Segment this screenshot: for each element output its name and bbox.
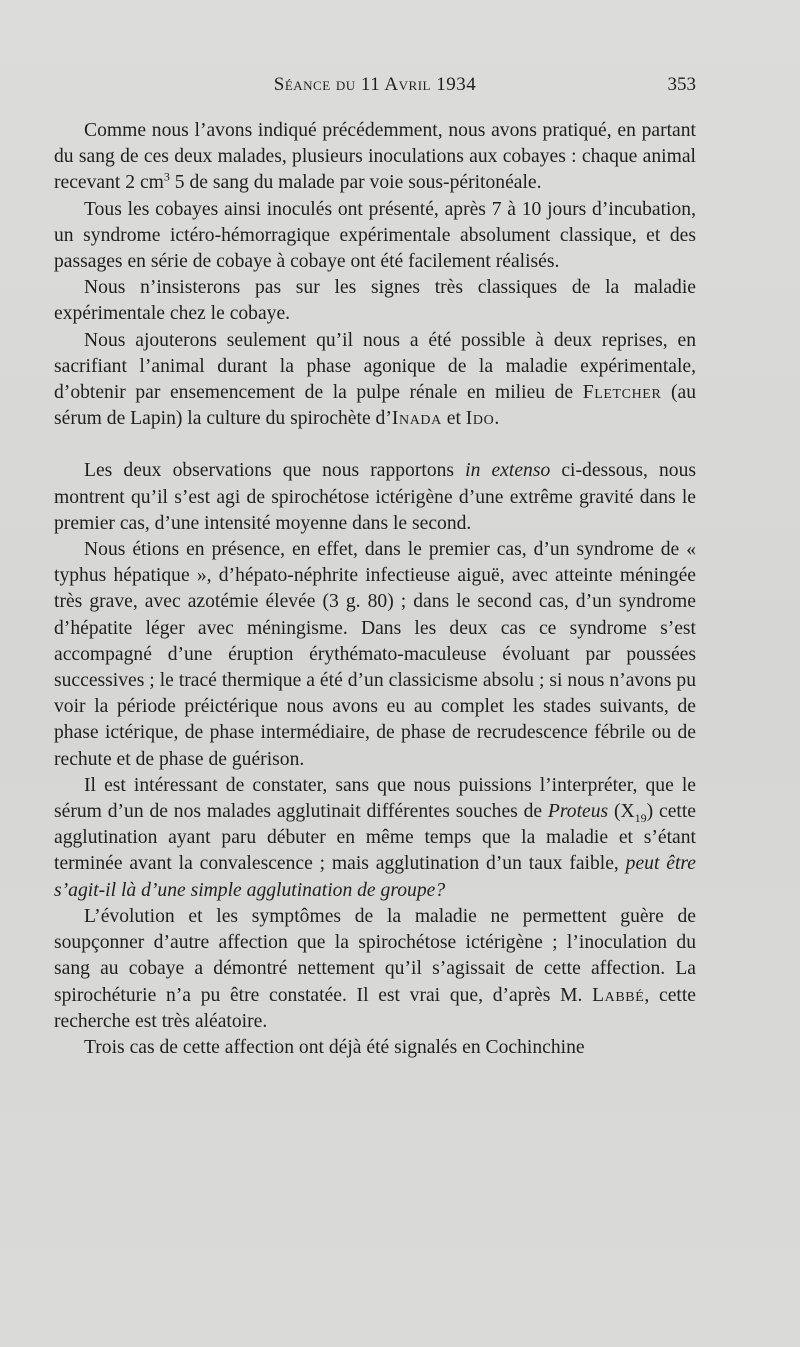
paragraph-1: [54, 118, 696, 197]
paragraph-2: Tous les cobayes ainsi inoculés ont présenté, après 7 à 10 jours d’incubation, un syndrome ictéro-hémorragique expérimentale absolument classique, et des passages en série de cobaye à cobaye ont été facilement réalisés.: [54, 198, 696, 273]
body-text: [54, 118, 696, 1061]
italic-question: peut être s’agit-il là d’une simple agglutination de groupe?: [54, 853, 696, 901]
paragraph-5: [54, 458, 696, 537]
italic-in-extenso: in extenso: [465, 460, 551, 482]
paragraph-8-text-a: L’évolution et les symptômes de la maladie ne permettent guère de soupçonner d’autre affection que la spirochétose ictérigène ; l’inoculation du sang au cobaye a démontré nettement qu’il s’agissait de cette affection. La spirochéturie n’a pu être constatée. Il est vrai que, d’après M.: [54, 905, 696, 1006]
paragraph-5-text-b: ci-dessous, nous montrent qu’il s’est agi de spirochétose ictérigène d’une extrême gravité dans le premier cas, d’une intensité moyenne dans le second.: [54, 460, 696, 534]
page-number: 353: [667, 74, 696, 95]
paragraph-8: [54, 904, 696, 1035]
author-ido: Ido: [465, 408, 495, 430]
paragraph-1-text-b: 5 de sang du malade par voie sous-péritonéale.: [169, 172, 542, 194]
italic-proteus: Proteus: [547, 801, 609, 823]
paragraph-9: Trois cas de cette affection ont déjà été signalés en Cochinchine: [84, 1036, 585, 1058]
paragraph-5-text-a: Les deux observations que nous rapportons: [84, 460, 466, 482]
paragraph-6: Nous étions en présence, en effet, dans le premier cas, d’un syndrome de « typhus hépatique », d’hépato-néphrite infectieuse aiguë, avec atteinte méningée très grave, avec azotémie élevée (3 g. 80) ; dans le second cas, d’un syndrome d’hépatite léger avec méningisme. Dans les deux cas ce syndrome s’est accompagné d’une éruption érythémato-maculeuse évoluant par poussées successives ; le tracé thermique a été d’un classicisme absolu ; si nous n’avons pu voir la période préictérique nous avons eu au complet les stades suivants, de phase ictérique, de phase intermédiaire, de phase de recrudescence fébrile ou de rechute et de phase de guérison.: [54, 539, 696, 770]
paragraph-4-text-b: (au sérum de Lapin) la culture du spirochète d’: [54, 382, 696, 430]
paragraph-4-text-d: .: [494, 408, 500, 430]
author-inada: Inada: [391, 408, 442, 430]
paragraph-7-text-c: ) cette agglutination ayant paru débuter en même temps que la maladie et s’étant terminée avant la convalescence ; mais agglutination d’un taux faible,: [54, 801, 697, 875]
paragraph-7-text-a: Il est intéressant de constater, sans que nous puissions l’interpréter, que le sérum d’un de nos malades agglutinait différentes souches de: [54, 774, 696, 823]
subscript-19: 19: [634, 810, 647, 825]
cubic-superscript: 3: [163, 169, 170, 184]
paragraph-7: [54, 773, 696, 904]
paragraph-4: [54, 328, 696, 433]
paragraph-8-text-b: , cette recherche est très aléatoire.: [54, 984, 696, 1032]
running-title: Séance du 11 Avril 1934: [273, 74, 477, 95]
paragraph-1-text-a: Comme nous l’avons indiqué précédemment, nous avons pratiqué, en partant du sang de ces deux malades, plusieurs inoculations aux cobayes : chaque animal recevant 2 cm: [54, 120, 696, 194]
author-fletcher: Fletcher: [582, 382, 662, 404]
page-header: [54, 74, 696, 102]
paragraph-3: Nous n’insisterons pas sur les signes très classiques de la maladie expérimentale chez le cobaye.: [54, 277, 696, 325]
paragraph-4-text-a: Nous ajouterons seulement qu’il nous a été possible à deux reprises, en sacrifiant l’animal durant la phase agonique de la maladie expérimentale, d’obtenir par ensemencement de la pulpe rénale en milieu de: [54, 329, 696, 404]
paragraph-4-text-c: et: [441, 408, 466, 430]
paragraph-7-text-b: (X: [608, 801, 635, 823]
author-labbe: Labbé: [592, 984, 645, 1006]
